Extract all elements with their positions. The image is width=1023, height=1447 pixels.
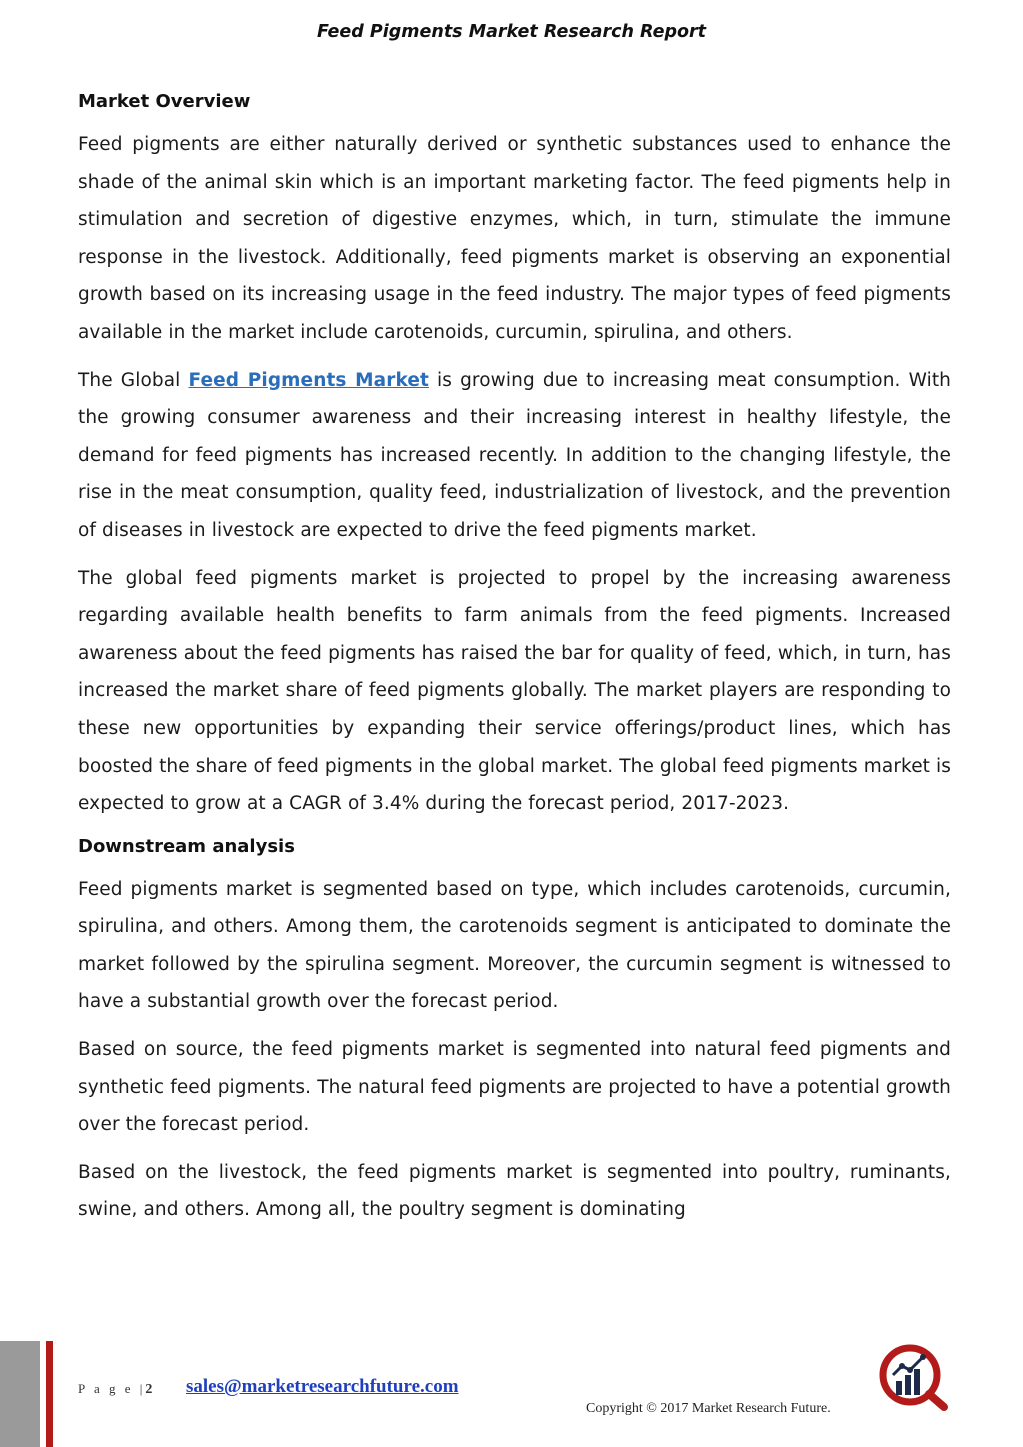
downstream-paragraph-3: Based on the livestock, the feed pigments market is segmented into poultry, ruminants, swine, and others. Among all, the poultry segment is dominating	[78, 1161, 951, 1221]
footer-red-bar	[46, 1341, 53, 1447]
downstream-paragraph-1: Feed pigments market is segmented based on type, which includes carotenoids, curcumin, spirulina, and others. Among them, the carotenoids segment is anticipated to dominate the market followed by the spirulina segment. Moreover, the curcumin segment is witnessed to have a substantial growth over the forecast period.	[78, 878, 951, 1013]
feed-pigments-market-link[interactable]: Feed Pigments Market	[188, 369, 429, 391]
copyright-notice: Copyright © 2017 Market Research Future.	[586, 1401, 831, 1416]
market-research-logo-icon	[876, 1341, 952, 1411]
footer-gray-bar	[0, 1341, 40, 1447]
overview-paragraph-1: Feed pigments are either naturally derived or synthetic substances used to enhance the shade of the animal skin which is an important marketing factor. The feed pigments help in stimulation and secretion of digestive enzymes, which, in turn, stimulate the immune response in the livestock. Additionally, feed pigments market is observing an exponential growth based on its increasing usage in the feed industry. The major types of feed pigments available in the market include carotenoids, curcumin, spirulina, and others.	[78, 134, 951, 343]
overview-paragraph-3: The global feed pigments market is projected to propel by the increasing awareness regarding available health benefits to farm animals from the feed pigments. Increased awareness about the feed pigments has raised the bar for quality of feed, which, in turn, has increased the market share of feed pigments globally. The market players are responding to these new opportunities by expanding their service offerings/product lines, which has boosted the share of feed pigments in the global market. The global feed pigments market is expected to grow at a CAGR of 3.4% during the forecast period, 2017-2023.	[78, 567, 951, 815]
downstream-paragraph-2: Based on source, the feed pigments market is segmented into natural feed pigments and synthetic feed pigments. The natural feed pigments are projected to have a potential growth over the forecast period.	[78, 1039, 951, 1136]
page-number	[78, 1381, 152, 1398]
section-heading-market-overview: Market Overview	[78, 91, 251, 112]
section-heading-downstream: Downstream analysis	[78, 835, 295, 857]
overview-paragraph-2	[78, 362, 951, 550]
page-header-title: Feed Pigments Market Research Report	[316, 22, 707, 42]
document-body	[78, 88, 951, 1239]
page-number-value: 2	[145, 1382, 153, 1397]
p2-text-after: is growing due to increasing meat consumption. With the growing consumer awareness and their increasing interest in healthy lifestyle, the demand for feed pigments has increased recently. In addition to the changing lifestyle, the rise in the meat consumption, quality feed, industrialization of livestock, and the prevention of diseases in livestock are expected to drive the feed pigments market.	[78, 369, 951, 541]
footer-email-link[interactable]: sales@marketresearchfuture.com	[186, 1376, 459, 1397]
p2-text-before: The Global	[78, 369, 189, 391]
page-label: P a g e |	[78, 1381, 146, 1396]
